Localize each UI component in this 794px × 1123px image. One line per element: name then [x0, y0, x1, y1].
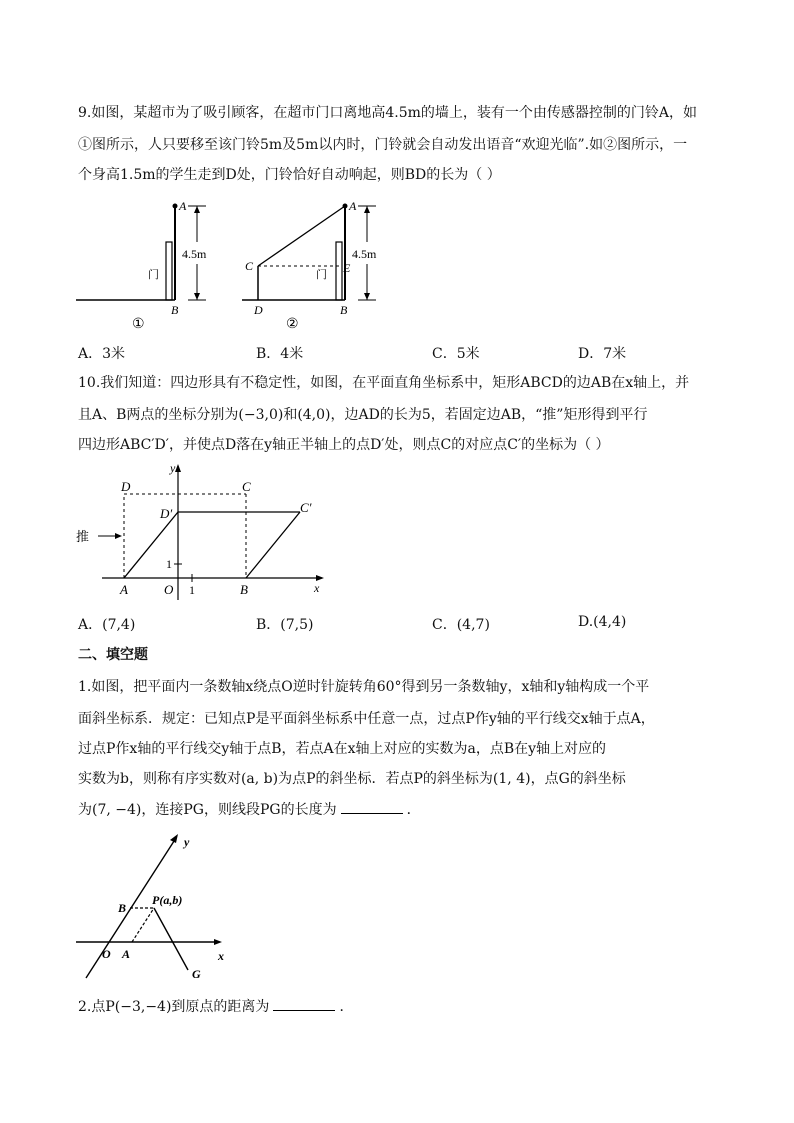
- q9-fig2-caption: ②: [286, 317, 299, 332]
- q9-option-c[interactable]: C．5米: [432, 346, 480, 362]
- f1-figure: [72, 830, 232, 980]
- f1-answer-blank[interactable]: [341, 801, 403, 814]
- q9-option-d[interactable]: D．7米: [578, 346, 627, 362]
- q9-line-3: 个身高1.5m的学生走到D处，门铃恰好自动响起，则BD的长为（ ）: [78, 167, 501, 183]
- q10-figure: [72, 460, 332, 608]
- q10-label-a: A: [120, 582, 128, 597]
- q10-label-c: C: [242, 479, 251, 494]
- f1-line-1: 1.如图，把平面内一条数轴x绕点O逆时针旋转角60°得到另一条数轴y，x轴和y轴构成一个平: [78, 679, 650, 695]
- q10-label-1y: 1: [166, 557, 172, 571]
- q10-label-1x: 1: [189, 583, 195, 597]
- q10-option-d[interactable]: D.(4,4): [578, 614, 627, 630]
- q9-fig1-height: 4.5m: [182, 247, 207, 261]
- q9-option-b[interactable]: B．4米: [256, 346, 304, 362]
- f2-line: [78, 998, 353, 1016]
- q9-fig2: [242, 199, 377, 332]
- q9-fig2-label-b: B: [340, 303, 348, 317]
- f1-line-5-end: ．: [406, 802, 421, 818]
- q10-option-b[interactable]: B．(7,5): [256, 617, 314, 633]
- section-title: 二、填空题: [78, 647, 148, 663]
- q10-label-cprime: C′: [300, 500, 312, 515]
- f1-label-b: B: [118, 901, 127, 915]
- f1-label-p: P(a,b): [152, 893, 183, 907]
- f1-label-x: x: [218, 949, 224, 963]
- q10-option-a[interactable]: A．(7,4): [78, 617, 136, 633]
- q9-line-2: ①图所示，人只要移至该门铃5m及5m以内时，门铃就会自动发出语音“欢迎光临”.如②图所示，一: [78, 137, 688, 153]
- f1-label-a: A: [122, 947, 131, 961]
- q9-option-a[interactable]: A．3米: [78, 346, 126, 362]
- f1-line-5: [78, 801, 421, 819]
- q9-fig1-door: 门: [148, 269, 159, 281]
- f2-answer-blank[interactable]: [273, 998, 335, 1011]
- q9-fig2-label-a: A: [349, 199, 357, 213]
- q9-figure: [70, 192, 400, 337]
- f1-line-4: 实数为b，则称有序实数对(a, b)为点P的斜坐标．若点P的斜坐标为(1, 4)，点G的斜坐标: [78, 771, 626, 787]
- f1-line-2: 面斜坐标系．规定：已知点P是平面斜坐标系中任意一点，过点P作y轴的平行线交x轴于点A，: [78, 711, 655, 727]
- q9-fig2-height: 4.5m: [352, 247, 377, 261]
- f2-text: 2.点P(−3,−4)到原点的距离为: [78, 999, 270, 1015]
- q10-line-2: 且A、B两点的坐标分别为(−3,0)和(4,0)，边AD的长为5，若固定边AB，“推”矩形得到平行: [78, 407, 648, 423]
- f1-line-5-text: 为(7, −4)，连接PG，则线段PG的长度为: [78, 802, 337, 818]
- q9-fig2-label-d: D: [254, 303, 263, 317]
- q9-fig1-label-b: B: [171, 303, 179, 317]
- q9-fig1-caption: ①: [132, 317, 145, 332]
- q9-fig2-label-e: E: [343, 261, 351, 275]
- q9-fig2-door: 门: [316, 269, 327, 281]
- q10-label-b: B: [240, 582, 248, 597]
- q10-label-y: y: [170, 461, 176, 475]
- q10-label-dprime: D′: [160, 506, 173, 521]
- q10-line-3: 四边形ABC′D′，并使点D落在y轴正半轴上的点D′处，则点C的对应点C′的坐标为（ ）: [78, 437, 610, 453]
- q9-line-1: 9.如图，某超市为了吸引顾客，在超市门口离地高4.5m的墙上，装有一个由传感器控制的门铃A，如: [78, 105, 698, 121]
- q10-label-d: D: [121, 479, 131, 494]
- f2-end: ．: [339, 999, 354, 1015]
- f1-label-o: O: [102, 947, 111, 961]
- q10-push-label: 推: [76, 529, 90, 544]
- q9-fig1-label-a: A: [179, 199, 187, 213]
- q10-label-o: O: [164, 582, 174, 597]
- q10-option-c[interactable]: C．(4,7): [432, 617, 490, 633]
- q9-fig1: [76, 199, 207, 332]
- f1-label-g: G: [192, 967, 201, 980]
- f1-label-y: y: [184, 835, 190, 849]
- q10-label-x: x: [314, 581, 320, 595]
- q9-fig2-label-c: C: [245, 259, 254, 273]
- f1-line-3: 过点P作x轴的平行线交y轴于点B，若点A在x轴上对应的实数为a，点B在y轴上对应的: [78, 741, 607, 757]
- q10-line-1: 10.我们知道：四边形具有不稳定性，如图，在平面直角坐标系中，矩形ABCD的边AB在x轴上，并: [78, 375, 690, 391]
